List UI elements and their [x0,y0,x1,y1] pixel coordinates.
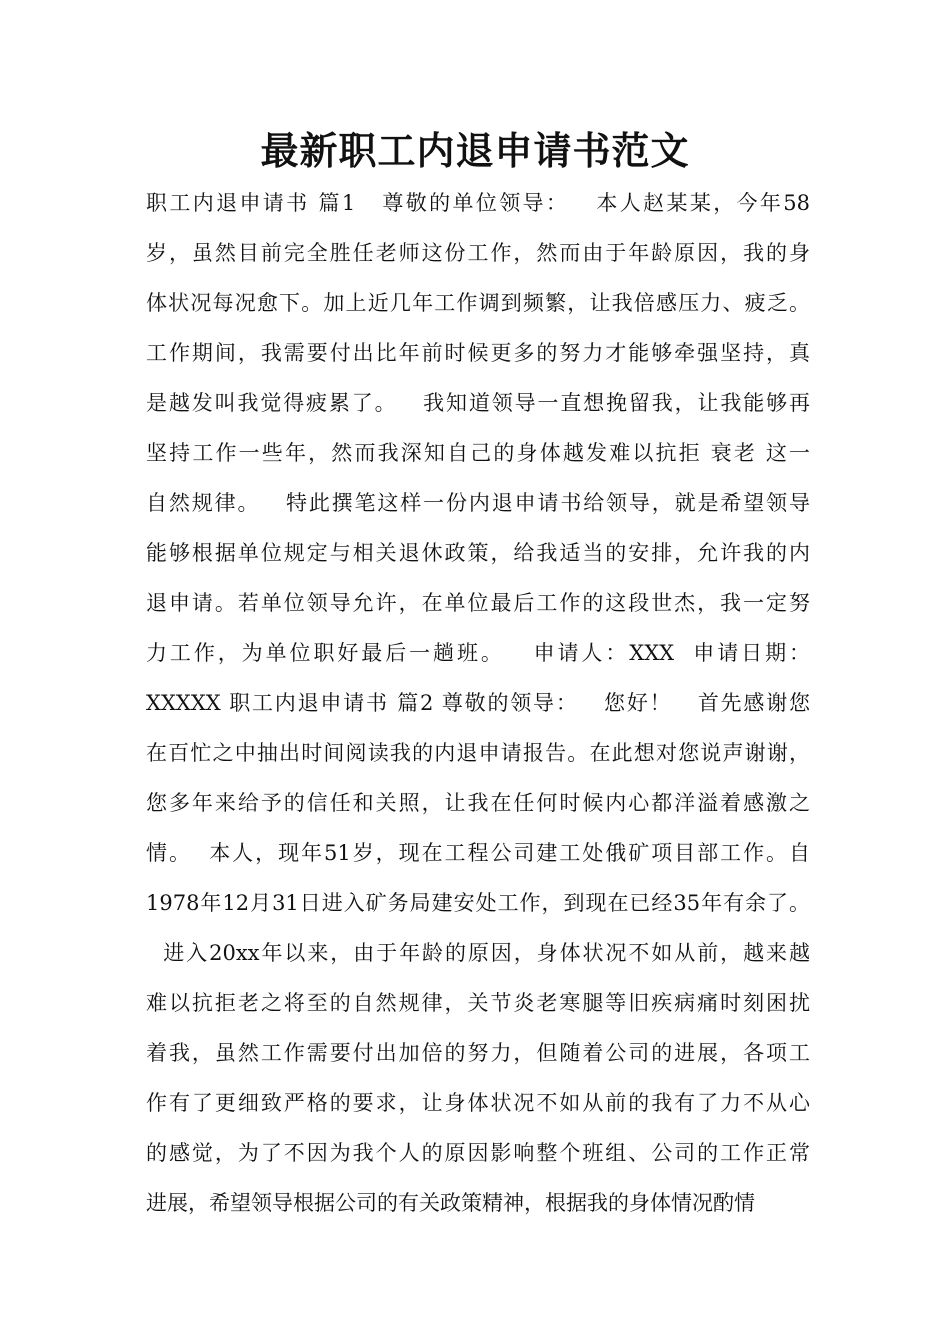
body-line: 能够根据单位规定与相关退休政策，给我适当的安排，允许我的内 [146,541,810,565]
body-line: 力工作，为单位职好最后一趟班。 申请人：XXX 申请日期： [146,641,810,665]
body-line: 进入20xx年以来，由于年龄的原因，身体状况不如从前，越来越 [146,941,810,965]
body-line: 作有了更细致严格的要求，让身体状况不如从前的我有了力不从心 [146,1091,810,1115]
body-line: 是越发叫我觉得疲累了。 我知道领导一直想挽留我，让我能够再 [146,391,810,415]
body-line: 自然规律。 特此撰笔这样一份内退申请书给领导，就是希望领导 [146,491,810,515]
body-line: 1978年12月31日进入矿务局建安处工作，到现在已经35年有余了。 [146,891,810,915]
document-body [146,178,810,1228]
body-line: 退申请。若单位领导允许，在单位最后工作的这段世杰，我一定努 [146,591,810,615]
body-line: 进展，希望领导根据公司的有关政策精神，根据我的身体情况酌情 [146,1191,755,1215]
body-line: 坚持工作一些年，然而我深知自己的身体越发难以抗拒 衰老 这一 [146,441,810,465]
body-line: 的感觉，为了不因为我个人的原因影响整个班组、公司的工作正常 [146,1141,810,1165]
body-line: 职工内退申请书 篇1 尊敬的单位领导： 本人赵某某，今年58 [146,191,810,215]
body-line: 您多年来给予的信任和关照，让我在任何时候内心都洋溢着感激之 [146,791,810,815]
body-line: 体状况每况愈下。加上近几年工作调到频繁，让我倍感压力、疲乏。 [146,291,810,315]
body-line: 岁，虽然目前完全胜任老师这份工作，然而由于年龄原因，我的身 [146,241,810,265]
body-line: 着我，虽然工作需要付出加倍的努力，但随着公司的进展，各项工 [146,1041,810,1065]
document-title: 最新职工内退申请书范文 [260,129,690,173]
body-line: XXXXX 职工内退申请书 篇2 尊敬的领导： 您好！ 首先感谢您 [146,691,810,715]
body-line: 难以抗拒老之将至的自然规律，关节炎老寒腿等旧疾病痛时刻困扰 [146,991,810,1015]
body-line: 在百忙之中抽出时间阅读我的内退申请报告。在此想对您说声谢谢， [146,741,810,765]
body-line: 情。 本人，现年51岁，现在工程公司建工处俄矿项目部工作。自 [146,841,810,865]
body-line: 工作期间，我需要付出比年前时候更多的努力才能够牵强坚持，真 [146,341,810,365]
